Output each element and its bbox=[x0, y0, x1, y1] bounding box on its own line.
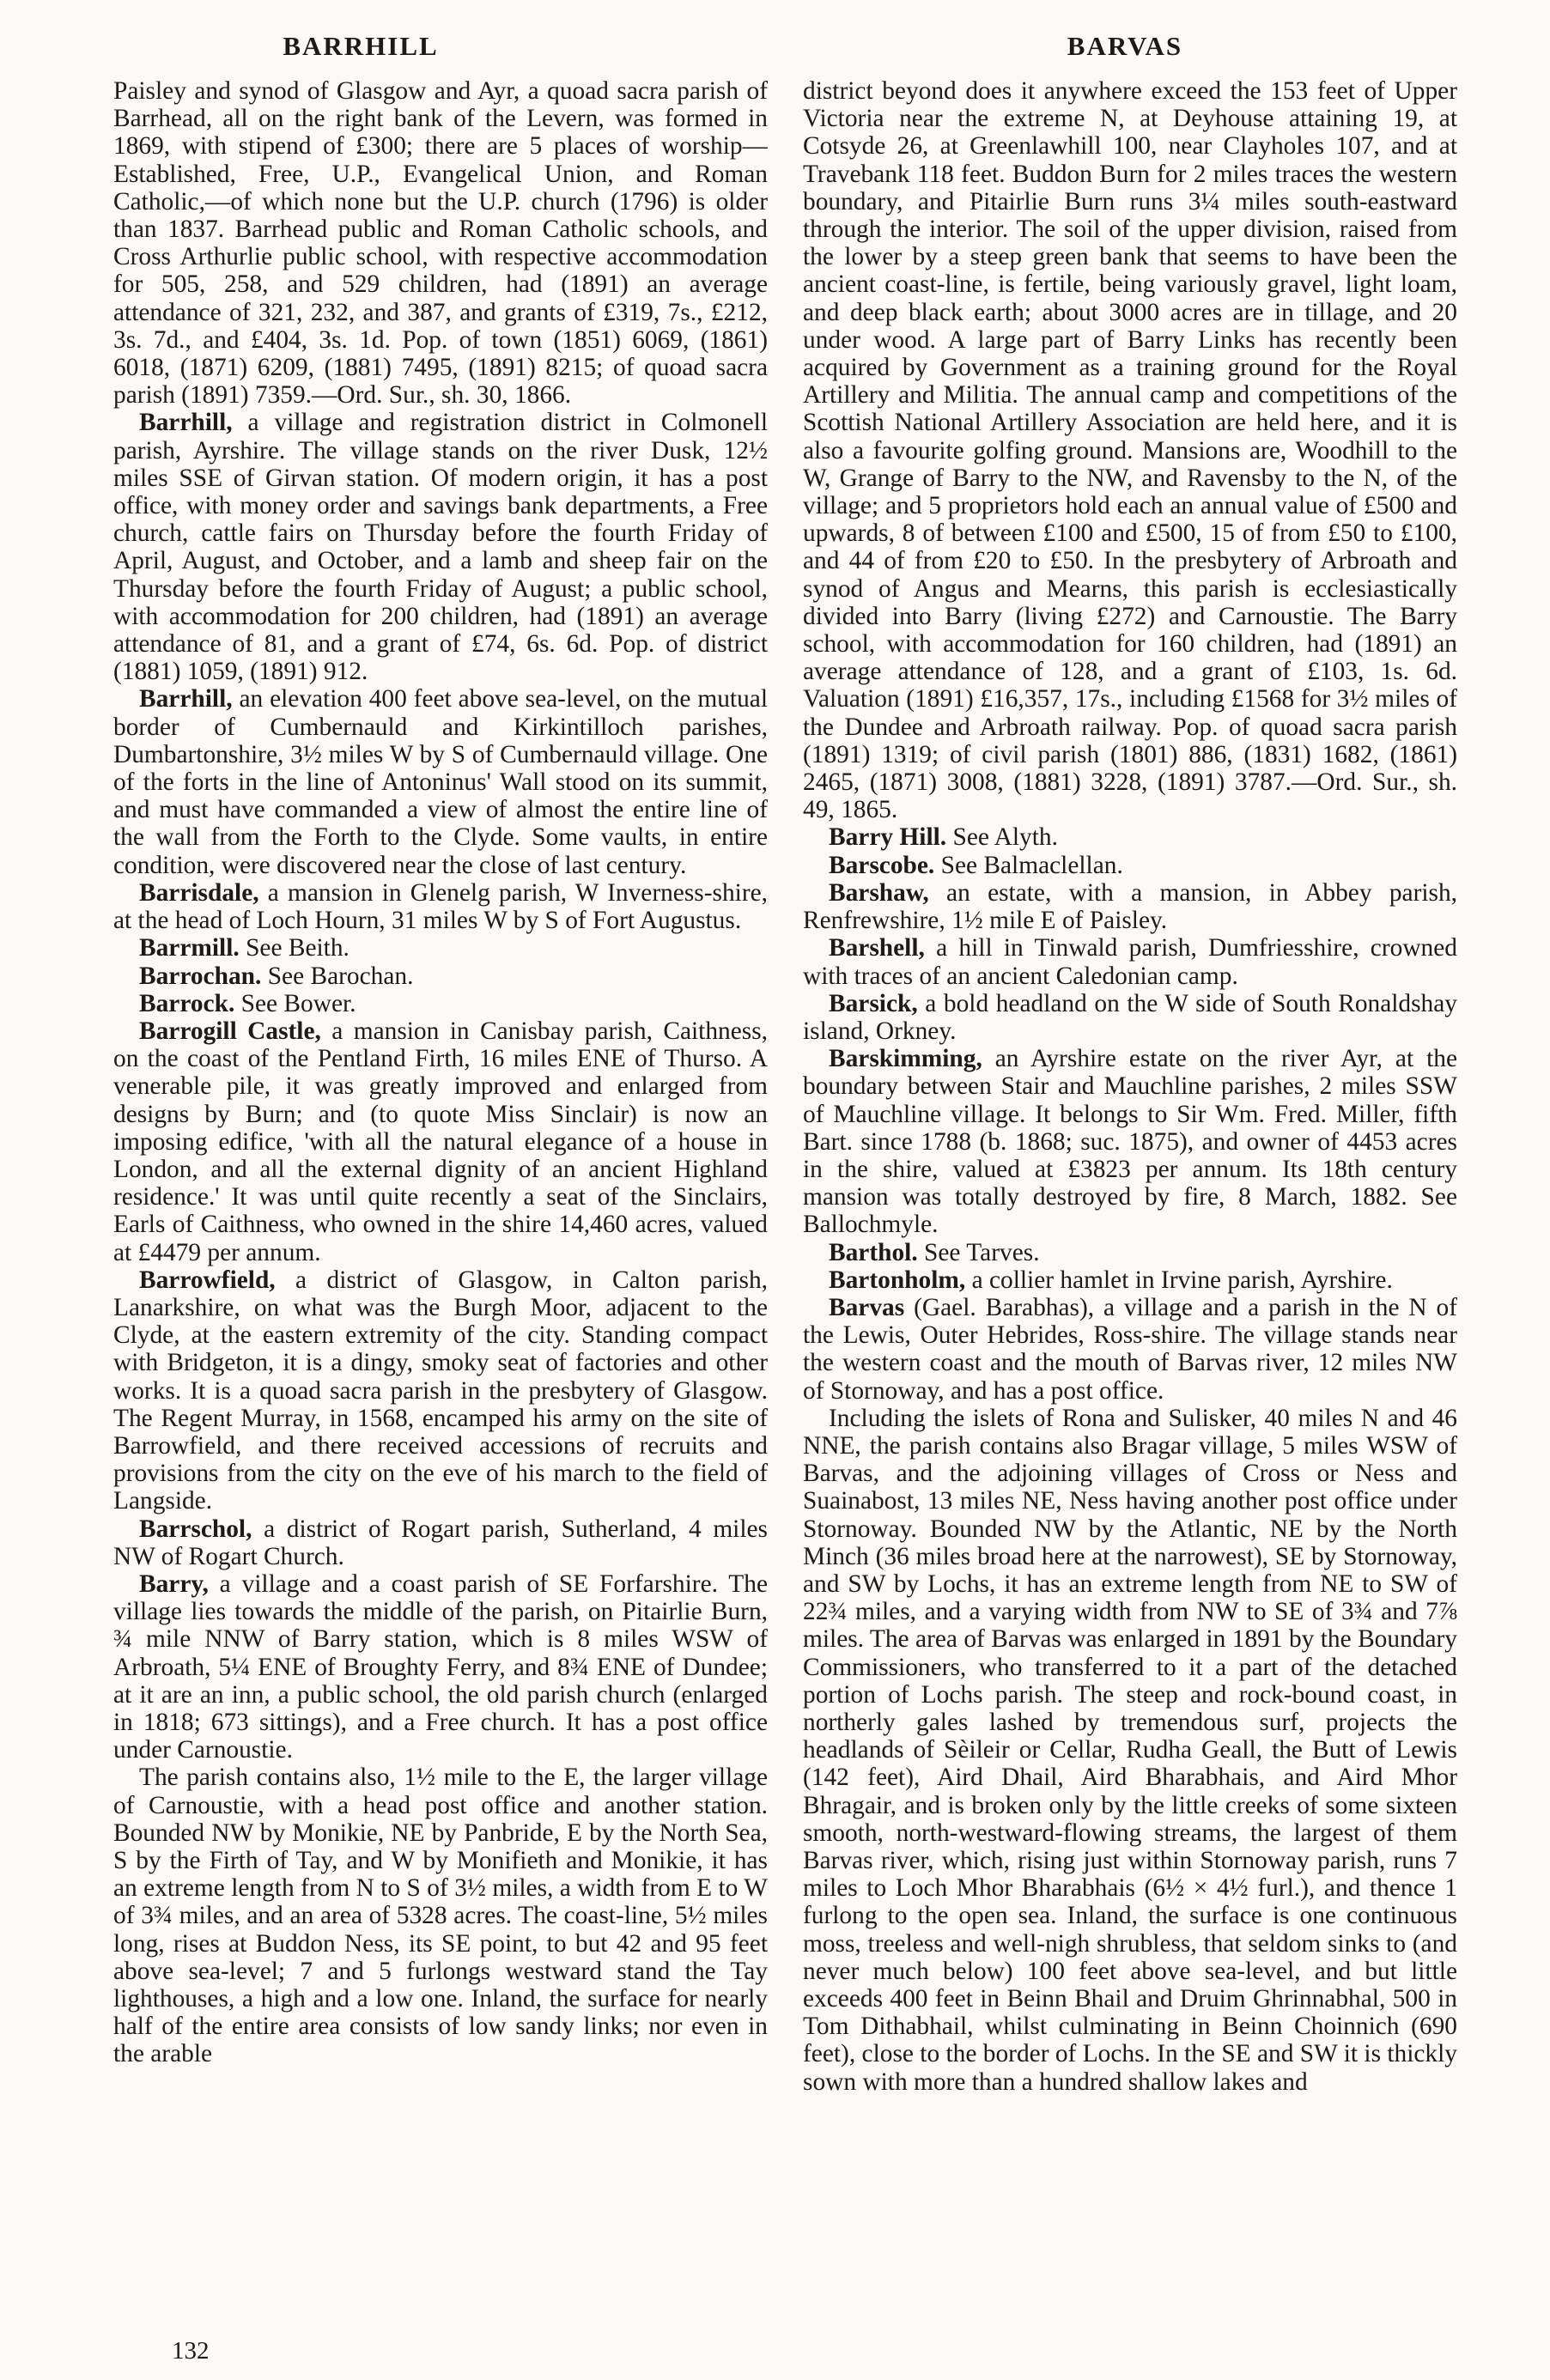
entry-headword: Barthol. bbox=[829, 1238, 918, 1266]
left-column bbox=[113, 77, 768, 2327]
entry-text: an Ayrshire estate on the river Ayr, at the boundary between Stair and Mauchline parishes, 2 miles SSW of Mauchline village. It belongs to Sir Wm. Fred. Miller, fifth Bart. since 1788 (b. 1868; suc. 1875), and owner of 4453 acres in the shire, valued at £3823 per annum. Its 18th century mansion was totally destroyed by fire, 8 March, 1882. See Ballochmyle. bbox=[803, 1045, 1457, 1239]
entry-headword: Barvas bbox=[829, 1293, 905, 1321]
entry-headword: Barsick, bbox=[829, 989, 918, 1017]
running-header bbox=[0, 31, 1550, 65]
entry bbox=[113, 409, 768, 685]
entry-text: See Tarves. bbox=[917, 1238, 1040, 1266]
entry-headword: Barscobe. bbox=[829, 851, 935, 879]
entry bbox=[803, 77, 1457, 823]
entry-text: a village and a coast parish of SE Forfarshire. The village lies towards the middle of the parish, on Pitairlie Burn, ¾ mile NNW of Barry station, which is 8 miles WSW of Arbroath, 5¼ ENE of Broughty Ferry, and 8¾ ENE of Dundee; at it are an inn, a public school, the old parish church (enlarged in 1818; 673 sittings), and a Free church. It has a post office under Carnoustie. bbox=[113, 1569, 768, 1764]
entry bbox=[113, 990, 768, 1017]
entry bbox=[803, 990, 1457, 1045]
entry bbox=[803, 934, 1457, 989]
entry bbox=[113, 77, 768, 409]
entry-text: district beyond does it anywhere exceed the 153 feet of Upper Victoria near the extreme N, at Deyhouse attaining 19, at Cotsyde 26, at Greenlawhill 100, near Clayholes 107, and at Travebank 118 feet. Buddon Burn for 2 miles traces the western boundary, and Pitairlie Burn runs 3¼ miles south-eastward through the interior. The soil of the upper division, raised from the lower by a steep green bank that seems to have been the ancient coast-line, is fertile, being variously gravel, light loam, and deep black earth; about 3000 acres are in tillage, and 20 under wood. A large part of Barry Links has recently been acquired by Government as a training ground for the Royal Artillery and Militia. The annual camp and competitions of the Scottish National Artillery Association are held here, and it is also a favourite golfing ground. Mansions are, Woodhill to the W, Grange of Barry to the NW, and Ravensby to the N, of the village; and 5 proprietors hold each an annual value of £500 and upwards, 8 of between £100 and £500, 15 of from £50 to £100, and 44 of from £20 to £50. In the presbytery of Arbroath and synod of Angus and Mearns, this parish is ecclesiastically divided into Barry (living £272) and Carnoustie. The Barry school, with accommodation for 160 children, had (1891) an average attendance of 128, and a grant of £103, 1s. 6d. Valuation (1891) £16,357, 17s., including £1568 for 3½ miles of the Dundee and Arbroath railway. Pop. of quoad sacra parish (1891) 1319; of civil parish (1801) 886, (1831) 1682, (1861) 2465, (1871) 3008, (1881) 3228, (1891) 3787.—Ord. Sur., sh. 49, 1865. bbox=[803, 77, 1457, 824]
entry-headword: Barrochan. bbox=[139, 962, 262, 990]
entry-text: The parish contains also, 1½ mile to the E, the larger village of Carnoustie, with a head post office and another station. Bounded NW by Monikie, NE by Panbride, E by the North Sea, S by the Firth of Tay, and W by Monifieth and Monikie, it has an extreme length from N to S of 3½ miles, a width from E to W of 3¾ miles, and an area of 5328 acres. The coast-line, 5½ miles long, rises at Buddon Ness, its SE point, to but 42 and 95 feet above sea-level; 7 and 5 furlongs westward stand the Tay lighthouses, a high and a low one. Inland, the surface for nearly half of the entire area consists of low sandy links; nor even in the arable bbox=[113, 1764, 768, 2068]
entry-text: a district of Rogart parish, Sutherland, 4 miles NW of Rogart Church. bbox=[113, 1515, 768, 1570]
entry bbox=[803, 1266, 1457, 1294]
entry-text: an elevation 400 feet above sea-level, on the mutual border of Cumbernauld and Kirkintilloch parishes, Dumbartonshire, 3½ miles W by S of Cumbernauld village. One of the forts in the line of Antoninus' Wall stood on its summit, and must have commanded a view of almost the entire line of the wall from the Forth to the Clyde. Some vaults, in entire condition, were discovered near the close of last century. bbox=[113, 685, 768, 879]
entry-headword: Barrogill Castle, bbox=[139, 1017, 321, 1045]
entry bbox=[803, 852, 1457, 879]
entry-headword: Barry Hill. bbox=[829, 823, 947, 852]
entry-headword: Barrock. bbox=[139, 989, 235, 1017]
entry-headword: Barrhill, bbox=[139, 685, 233, 713]
right-column bbox=[803, 77, 1457, 2327]
entry-headword: Barrhill, bbox=[139, 409, 233, 437]
entry-headword: Bartonholm, bbox=[829, 1266, 966, 1294]
entry bbox=[803, 1239, 1457, 1266]
page-number: 132 bbox=[172, 2337, 210, 2365]
entry-text: a district of Glasgow, in Calton parish, Lanarkshire, on what was the Burgh Moor, adjacent to the Clyde, at the eastern extremity of the city. Standing compact with Bridgeton, it is a dingy, smoky seat of factories and other works. It is a quoad sacra parish in the presbytery of Glasgow. The Regent Murray, in 1568, encamped his army on the site of Barrowfield, and there received accessions of recruits and provisions from the city on the eve of his march to the field of Langside. bbox=[113, 1266, 768, 1515]
entry bbox=[113, 1266, 768, 1515]
entry bbox=[803, 879, 1457, 934]
entry-text: a collier hamlet in Irvine parish, Ayrshire. bbox=[965, 1266, 1393, 1294]
entry-text: See Bower. bbox=[234, 989, 356, 1017]
entry-text: a mansion in Glenelg parish, W Inverness-shire, at the head of Loch Hourn, 31 miles W by S of Fort Augustus. bbox=[113, 878, 768, 935]
entry bbox=[803, 1045, 1457, 1238]
entry-text: Including the islets of Rona and Sulisker, 40 miles N and 46 NNE, the parish contains also Bragar village, 5 miles WSW of Barvas, and the adjoining villages of Cross or Ness and Suainabost, 13 miles NE, Ness having another post office under Stornoway. Bounded NW by the Atlantic, NE by the North Minch (36 miles broad here at the narrowest), SE by Stornoway, and SW by Lochs, it has an extreme length from NE to SW of 22¾ miles, and a varying width from NW to SE of 3¾ and 7⅞ miles. The area of Barvas was enlarged in 1891 by the Boundary Commissioners, who transferred to it a part of the detached portion of Lochs parish. The steep and rock-bound coast, in northerly gales lashed by tremendous surf, projects the headlands of Sèileir or Cellar, Rudha Geall, the Butt of Lewis (142 feet), Aird Dhail, Aird Bharabhais, and Aird Mhor Bhragair, and is broken only by the little creeks of some sixteen smooth, north-westward-flowing streams, the largest of them Barvas river, which, rising just within Stornoway parish, runs 7 miles to Loch Mhor Bharabhais (6½ × 4½ furl.), and thence 1 furlong to the open sea. Inland, the surface is one continuous moss, treeless and well-nigh shrubless, that seldom sinks to (and never much below) 100 feet above sea-level, and but little exceeds 400 feet in Beinn Bhail and Druim Ghrinnabhal, 500 in Tom Dithabhail, whilst culminating in Beinn Choinnich (690 feet), close to the border of Lochs. In the SE and SW it is thickly sown with more than a hundred shallow lakes and bbox=[803, 1404, 1457, 2096]
entry bbox=[803, 1294, 1457, 1405]
entry bbox=[113, 685, 768, 878]
header-right: BARVAS bbox=[1067, 31, 1183, 61]
entry-headword: Barrmill. bbox=[139, 934, 240, 962]
entry-text: See Beith. bbox=[239, 934, 350, 962]
entry bbox=[113, 1570, 768, 1764]
entry bbox=[113, 934, 768, 962]
entry bbox=[113, 1017, 768, 1266]
entry-text: a mansion in Canisbay parish, Caithness, on the coast of the Pentland Firth, 16 miles ENE of Thurso. A venerable pile, it was greatly improved and enlarged from designs by Burn; and (to quote Miss Sinclair) is now an imposing edifice, 'with all the natural elegance of a house in London, and all the external dignity of an ancient Highland residence.' It was until quite recently a seat of the Sinclairs, Earls of Caithness, who owned in the shire 14,460 acres, valued at £4479 per annum. bbox=[113, 1017, 768, 1266]
entry-headword: Barshaw, bbox=[829, 878, 929, 907]
entry bbox=[113, 962, 768, 990]
entry bbox=[113, 1764, 768, 2067]
entry-text: (Gael. Barabhas), a village and a parish in the N of the Lewis, Outer Hebrides, Ross-shire. The village stands near the western coast and the mouth of Barvas river, 12 miles NW of Stornoway, and has a post office. bbox=[803, 1293, 1457, 1405]
header-left: BARRHILL bbox=[283, 31, 439, 61]
entry-text: Paisley and synod of Glasgow and Ayr, a quoad sacra parish of Barrhead, all on the right bank of the Levern, was formed in 1869, with stipend of £300; there are 5 places of worship—Established, Free, U.P., Evangelical Union, and Roman Catholic,—of which none but the U.P. church (1796) is older than 1837. Barrhead public and Roman Catholic schools, and Cross Arthurlie public school, with respective accommodation for 505, 258, and 529 children, had (1891) an average attendance of 321, 232, and 387, and grants of £319, 7s., £212, 3s. 7d., and £404, 3s. 1d. Pop. of town (1851) 6069, (1861) 6018, (1871) 6209, (1881) 7495, (1891) 8215; of quoad sacra parish (1891) 7359.—Ord. Sur., sh. 30, 1866. bbox=[113, 77, 768, 410]
entry-text: a bold headland on the W side of South Ronaldshay island, Orkney. bbox=[803, 989, 1457, 1045]
entry-text: a hill in Tinwald parish, Dumfriesshire, crowned with traces of an ancient Caledonian camp. bbox=[803, 934, 1457, 990]
entry-text: See Barochan. bbox=[261, 962, 414, 990]
entry-text: See Balmaclellan. bbox=[934, 851, 1123, 879]
entry bbox=[113, 1515, 768, 1570]
entry bbox=[113, 879, 768, 934]
entry-headword: Barrisdale, bbox=[139, 878, 259, 907]
entry bbox=[803, 823, 1457, 851]
entry bbox=[803, 1405, 1457, 2096]
entry-headword: Barrschol, bbox=[139, 1515, 252, 1543]
entry-text: an estate, with a mansion, in Abbey parish, Renfrewshire, 1½ mile E of Paisley. bbox=[803, 878, 1457, 935]
entry-headword: Barry, bbox=[139, 1569, 209, 1598]
entry-text: See Alyth. bbox=[946, 823, 1058, 852]
entry-headword: Barshell, bbox=[829, 934, 925, 962]
entry-headword: Barskimming, bbox=[829, 1045, 982, 1073]
entry-headword: Barrowfield, bbox=[139, 1266, 276, 1294]
entry-text: a village and registration district in Colmonell parish, Ayrshire. The village stands on the river Dusk, 12½ miles SSE of Girvan station. Of modern origin, it has a post office, with money order and savings bank departments, a Free church, cattle fairs on Thursday before the fourth Friday of April, August, and October, and a lamb and sheep fair on the Thursday before the fourth Friday of August; a public school, with accommodation for 200 children, had (1891) an average attendance of 81, and a grant of £74, 6s. 6d. Pop. of district (1881) 1059, (1891) 912. bbox=[113, 409, 768, 686]
